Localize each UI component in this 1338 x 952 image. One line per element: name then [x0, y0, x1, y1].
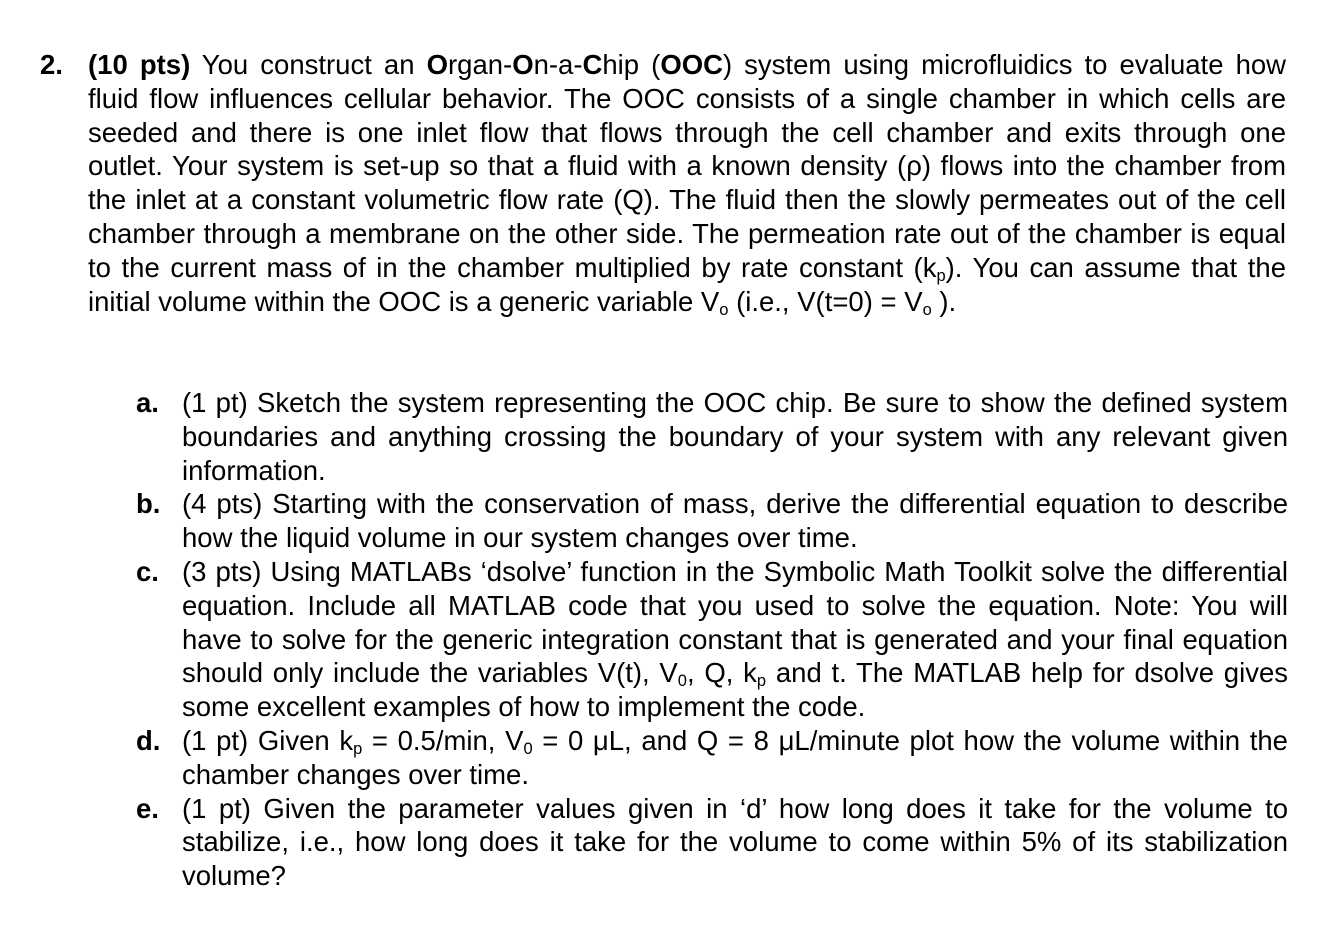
sub-question-a: [136, 386, 1288, 487]
sub-question-text: (4 pts) Starting with the conservation of mass, derive the differential equation to describe how the liquid volume in our system changes over time.: [182, 488, 1288, 554]
question-number: 2.: [40, 49, 63, 80]
ooc-rgan: rgan-: [448, 49, 513, 80]
ooc-n-a: n-a-: [533, 49, 583, 80]
v0-subscript: 0: [523, 740, 533, 759]
question-intro-2: ) system using microfluidics to evaluate how fluid flow influences cellular behavior. The OOC consists of a single chamber in which cells are seeded and there is one inlet flow that flows through the cell chamber and exits through one outlet. Your system is set-up so that a fluid with a known density (ρ) flows into the chamber from the inlet at a constant volumetric flow rate (Q). The fluid then the slowly permeates out of the cell chamber through a membrane on the other side. The permeation rate out of the chamber is equal to the current mass of in the chamber multiplied by rate constant (k: [88, 49, 1287, 283]
question-intro-5: ).: [931, 285, 957, 317]
sub-question-d-text-3: = 0 μL, and Q = 8 μL/minute plot how the volume within the chamber changes over time.: [182, 724, 1288, 790]
sub-question-text: [182, 724, 1288, 792]
sub-question-c: [136, 555, 1288, 724]
sub-question-d-text-2: = 0.5/min, V: [362, 724, 524, 756]
question-intro-3: ). You can assume that the initial volume within the OOC is a generic variable V: [88, 251, 1286, 317]
ooc-letter-o2: O: [512, 49, 534, 80]
sub-question-list: [136, 386, 1288, 893]
ooc-letter-o1: O: [426, 49, 448, 80]
sub-question-d-text-1: (1 pt) Given k: [182, 724, 354, 756]
sub-question-letter: e.: [136, 792, 159, 824]
sub-question-c-text-3: and t. The MATLAB help for dsolve gives some excellent examples of how to implement the code.: [182, 657, 1288, 723]
kp-subscript: p: [936, 266, 946, 285]
question-points: (10 pts): [88, 49, 191, 80]
sub-question-letter: d.: [136, 724, 161, 756]
vo-subscript: o: [719, 300, 729, 319]
sub-question-letter: c.: [136, 555, 159, 587]
sub-question-letter: a.: [136, 387, 159, 418]
sub-question-c-text-2: , Q, k: [686, 657, 757, 689]
question-statement: [88, 48, 1286, 318]
ooc-abbreviation: OOC: [660, 49, 723, 80]
sub-question-letter: b.: [136, 488, 161, 520]
question-intro-1: You construct an: [190, 49, 427, 80]
sub-question-d: [136, 724, 1288, 792]
sub-question-e: [136, 792, 1288, 893]
ooc-hip: hip (: [602, 49, 661, 80]
sub-question-b: [136, 487, 1288, 555]
v0-subscript: 0: [677, 672, 687, 691]
sub-question-text: [182, 555, 1288, 724]
sub-question-text: (1 pt) Given the parameter values given in ‘d’ how long does it take for the volume to stabilize, i.e., how long does it take for the volume to come within 5% of its stabilization volume?: [182, 792, 1288, 892]
question-intro-4: (i.e., V(t=0) = V: [728, 285, 923, 317]
sub-question-text: (1 pt) Sketch the system representing the OOC chip. Be sure to show the defined system boundaries and anything crossing the boundary of your system with any relevant given information.: [182, 387, 1288, 486]
kp-subscript: p: [353, 740, 363, 759]
vo-subscript-2: o: [922, 300, 932, 319]
sub-question-c-text-1: (3 pts) Using MATLABs ‘dsolve’ function in the Symbolic Math Toolkit solve the differential equation. Include all MATLAB code that you used to solve the equation. Note: You will have to solve for the generic integration constant that is generated and your final equation should only include the variables V(t), V: [182, 555, 1288, 689]
ooc-letter-c: C: [582, 49, 603, 80]
kp-subscript: p: [756, 672, 767, 691]
